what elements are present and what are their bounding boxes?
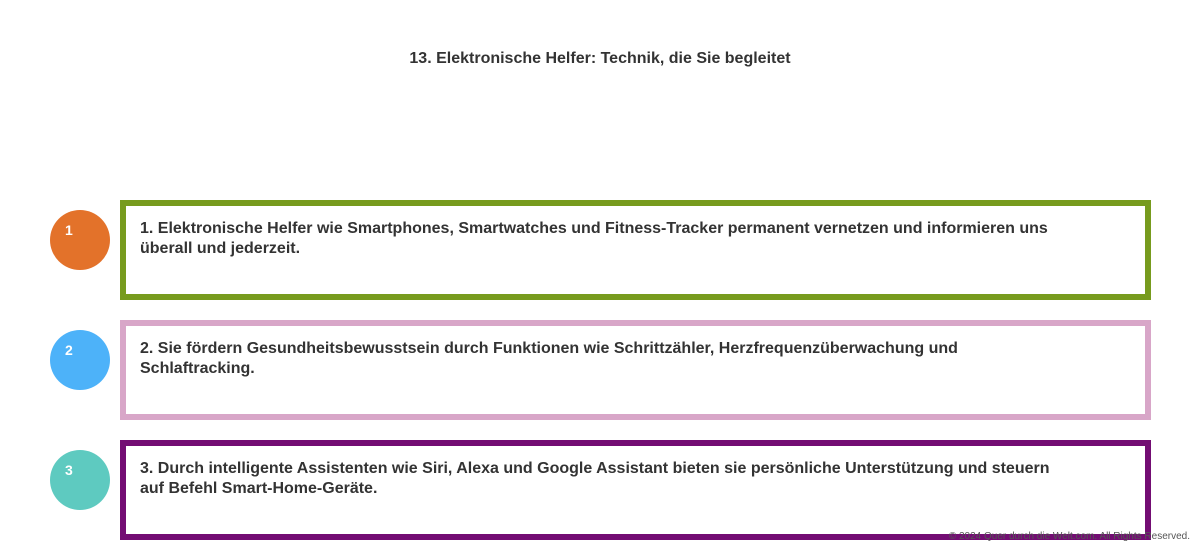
item-box	[120, 440, 1151, 540]
item-box	[120, 200, 1151, 300]
item-number: 2	[65, 342, 73, 358]
list-item	[0, 320, 1200, 420]
page-title: 13. Elektronische Helfer: Technik, die Sie begleitet	[409, 50, 791, 67]
list-item	[0, 440, 1200, 540]
copyright-footer: © 2024 Quer durch die Welt.com. All Rights Reserved.	[948, 531, 1190, 542]
number-circle	[50, 330, 110, 390]
number-circle	[50, 450, 110, 510]
list-item	[0, 200, 1200, 300]
item-box	[120, 320, 1151, 420]
item-text: 3. Durch intelligente Assistenten wie Siri, Alexa und Google Assistant bieten sie persönliche Unterstützung und steuern auf Befehl Smart-Home-Geräte.	[140, 460, 1050, 497]
item-number: 1	[65, 222, 73, 238]
item-text: 2. Sie fördern Gesundheitsbewusstsein durch Funktionen wie Schrittzähler, Herzfrequenzüberwachung und Schlaftracking.	[140, 340, 958, 377]
item-number: 3	[65, 462, 73, 478]
item-text: 1. Elektronische Helfer wie Smartphones, Smartwatches und Fitness-Tracker permanent vernetzen und informieren uns überall und jederzeit.	[140, 220, 1048, 257]
number-circle	[50, 210, 110, 270]
